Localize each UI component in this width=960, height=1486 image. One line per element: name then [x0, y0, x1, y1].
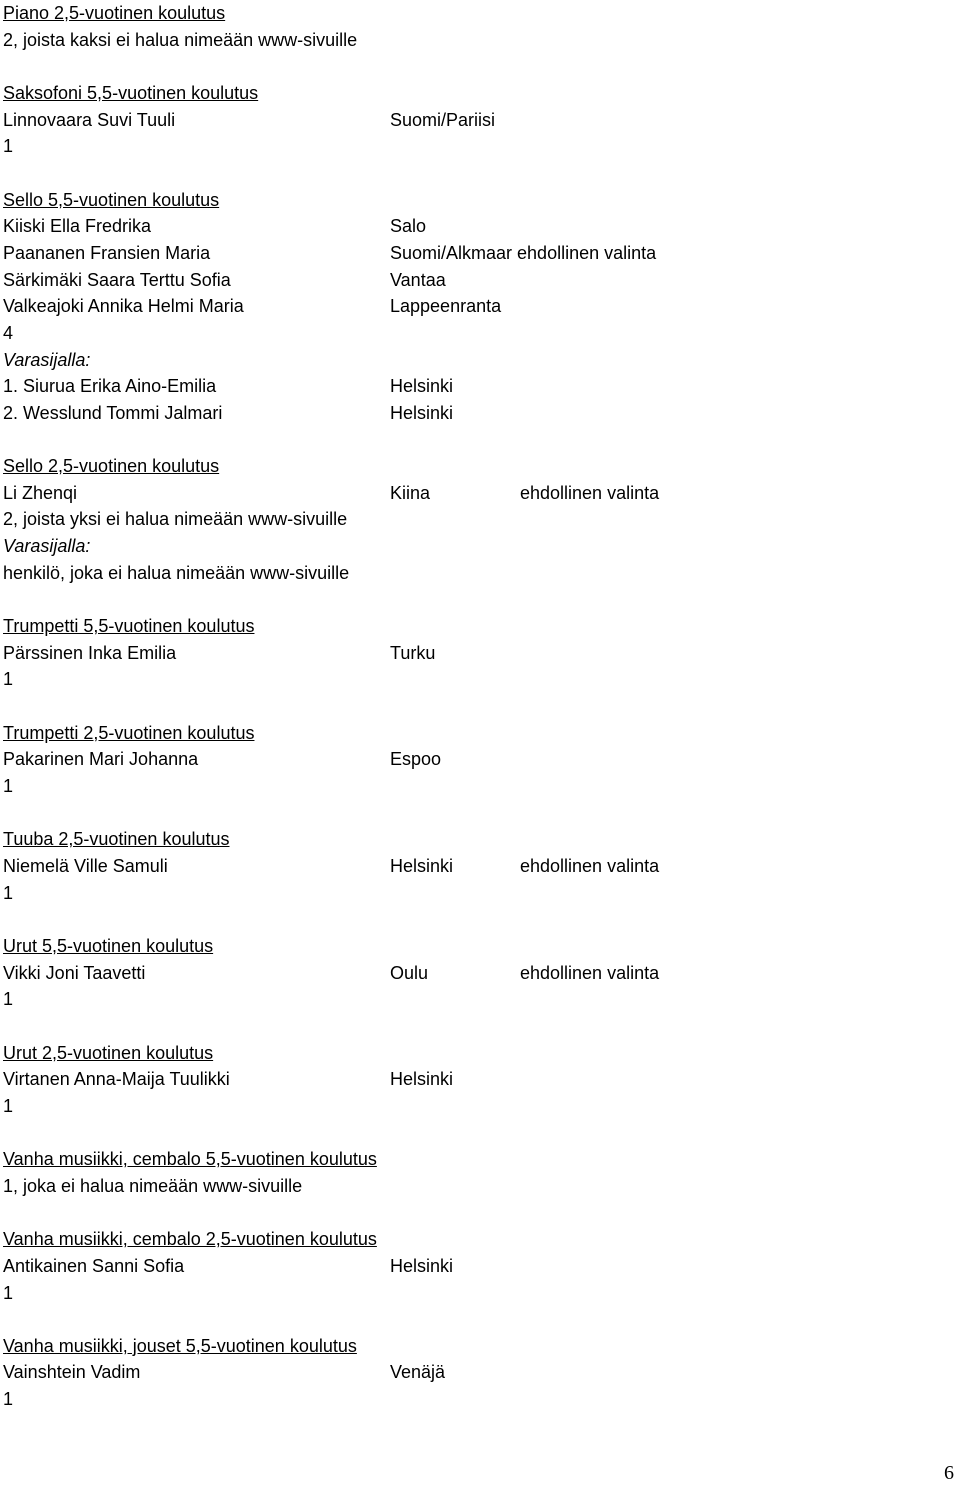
section-gap [3, 1120, 953, 1147]
section-heading [3, 1146, 953, 1173]
entry-location: Salo [390, 216, 427, 237]
document-body [3, 0, 953, 1413]
section [3, 1040, 953, 1120]
entry-row [3, 293, 953, 320]
section-heading [3, 0, 953, 27]
section-heading-text: Sello 5,5-vuotinen koulutus [3, 189, 220, 210]
section [3, 453, 953, 586]
entry-name: Li Zhenqi [3, 482, 78, 503]
entry-name: 1. Siurua Erika Aino-Emilia [3, 376, 217, 397]
section-heading-text: Vanha musiikki, cembalo 2,5-vuotinen koulutus [3, 1229, 377, 1250]
entry-row [3, 533, 953, 560]
section-gap [3, 1200, 953, 1227]
section-heading-text: Urut 2,5-vuotinen koulutus [3, 1042, 214, 1063]
section-heading-text: Sello 2,5-vuotinen koulutus [3, 456, 220, 477]
entry-location: Suomi/Alkmaar ehdollinen valinta [390, 242, 657, 263]
section-gap [3, 800, 953, 827]
entry-name: 1 [3, 776, 14, 797]
entry-name: Paananen Fransien Maria [3, 242, 211, 263]
section-gap [3, 1306, 953, 1333]
section-heading [3, 826, 953, 853]
entry-name: 1 [3, 1389, 14, 1410]
entry-row [3, 986, 953, 1013]
entry-name: 1 [3, 136, 14, 157]
entry-location: Turku [390, 642, 436, 663]
entry-name: Vainshtein Vadim [3, 1362, 141, 1383]
section [3, 0, 953, 53]
section-heading [3, 720, 953, 747]
entry-row [3, 480, 953, 507]
section [3, 187, 953, 427]
section-heading-text: Urut 5,5-vuotinen koulutus [3, 935, 214, 956]
entry-name: 1 [3, 1282, 14, 1303]
entry-row [3, 240, 953, 267]
entry-location: Lappeenranta [390, 296, 502, 317]
section [3, 826, 953, 906]
entry-name: Linnovaara Suvi Tuuli [3, 109, 176, 130]
entry-row [3, 1386, 953, 1413]
entry-row [3, 373, 953, 400]
entry-name: 4 [3, 322, 14, 343]
entry-name: Niemelä Ville Samuli [3, 856, 168, 876]
entry-location: Helsinki [390, 376, 454, 397]
section [3, 933, 953, 1013]
entry-row [3, 133, 953, 160]
entry-location: Espoo [390, 749, 442, 770]
section-gap [3, 53, 953, 80]
entry-row [3, 320, 953, 347]
entry-name: 1 [3, 989, 14, 1010]
section [3, 1146, 953, 1199]
entry-name: Pakarinen Mari Johanna [3, 749, 199, 770]
section [3, 80, 953, 160]
entry-location: Venäjä [390, 1362, 446, 1383]
section-heading [3, 1226, 953, 1253]
entry-location: Helsinki [390, 1069, 454, 1090]
section-gap [3, 427, 953, 454]
entry-name: 1 [3, 1095, 14, 1116]
entry-row [3, 960, 953, 987]
entry-location: Oulu [390, 962, 429, 983]
section-heading [3, 1333, 953, 1360]
entry-name: 1 [3, 882, 14, 903]
entry-row [3, 267, 953, 294]
entry-name: 1 [3, 669, 14, 690]
section-gap [3, 1013, 953, 1040]
entry-row [3, 1280, 953, 1307]
entry-name: 1, joka ei halua nimeään www-sivuille [3, 1175, 303, 1196]
section-heading-text: Vanha musiikki, jouset 5,5-vuotinen koulutus [3, 1335, 357, 1356]
entry-row [3, 1253, 953, 1280]
entry-name: Kiiski Ella Fredrika [3, 216, 152, 237]
entry-location: Kiina [390, 482, 431, 503]
entry-location: Vantaa [390, 269, 446, 290]
section-heading [3, 933, 953, 960]
section-gap [3, 160, 953, 187]
section-heading [3, 453, 953, 480]
entry-note: ehdollinen valinta [520, 856, 660, 876]
entry-row [3, 347, 953, 374]
entry-location: Suomi/Pariisi [390, 109, 496, 130]
entry-name: 2, joista yksi ei halua nimeään www-sivuille [3, 509, 348, 530]
entry-row [3, 107, 953, 134]
entry-name: Varasijalla: [3, 536, 91, 557]
section-heading [3, 187, 953, 214]
section-gap [3, 586, 953, 613]
section-heading-text: Trumpetti 5,5-vuotinen koulutus [3, 616, 255, 637]
entry-name: Varasijalla: [3, 349, 91, 370]
entry-row [3, 1173, 953, 1200]
section-heading-text: Tuuba 2,5-vuotinen koulutus [3, 829, 230, 850]
entry-row [3, 1359, 953, 1386]
entry-name: Särkimäki Saara Terttu Sofia [3, 269, 231, 290]
entry-location: Helsinki [390, 856, 454, 876]
page-number: 6 [944, 1462, 954, 1484]
entry-name: Vikki Joni Taavetti [3, 962, 146, 983]
section-heading [3, 80, 953, 107]
entry-note: ehdollinen valinta [520, 962, 660, 983]
entry-row [3, 853, 953, 880]
section-gap [3, 906, 953, 933]
section [3, 613, 953, 693]
entry-row [3, 773, 953, 800]
entry-name: henkilö, joka ei halua nimeään www-sivuille [3, 562, 350, 583]
entry-row [3, 213, 953, 240]
section [3, 1333, 953, 1413]
entry-row [3, 400, 953, 427]
entry-row [3, 640, 953, 667]
entry-row [3, 666, 953, 693]
entry-location: Helsinki [390, 402, 454, 423]
entry-name: 2, joista kaksi ei halua nimeään www-sivuille [3, 29, 358, 50]
entry-row [3, 1066, 953, 1093]
section-gap [3, 693, 953, 720]
entry-row [3, 880, 953, 907]
section-heading-text: Saksofoni 5,5-vuotinen koulutus [3, 82, 259, 103]
entry-name: Virtanen Anna-Maija Tuulikki [3, 1069, 230, 1090]
entry-note: ehdollinen valinta [520, 482, 660, 503]
section-heading [3, 613, 953, 640]
section-heading [3, 1040, 953, 1067]
section [3, 1226, 953, 1306]
entry-row [3, 27, 953, 54]
entry-name: 2. Wesslund Tommi Jalmari [3, 402, 223, 423]
entry-row [3, 1093, 953, 1120]
entry-location: Helsinki [390, 1255, 454, 1276]
section-heading-text: Vanha musiikki, cembalo 5,5-vuotinen koulutus [3, 1149, 377, 1170]
entry-name: Pärssinen Inka Emilia [3, 642, 177, 663]
entry-row [3, 506, 953, 533]
entry-row [3, 560, 953, 587]
entry-row [3, 746, 953, 773]
section-heading-text: Trumpetti 2,5-vuotinen koulutus [3, 722, 255, 743]
section [3, 720, 953, 800]
entry-name: Antikainen Sanni Sofia [3, 1255, 185, 1276]
entry-name: Valkeajoki Annika Helmi Maria [3, 296, 244, 317]
section-heading-text: Piano 2,5-vuotinen koulutus [3, 3, 226, 23]
